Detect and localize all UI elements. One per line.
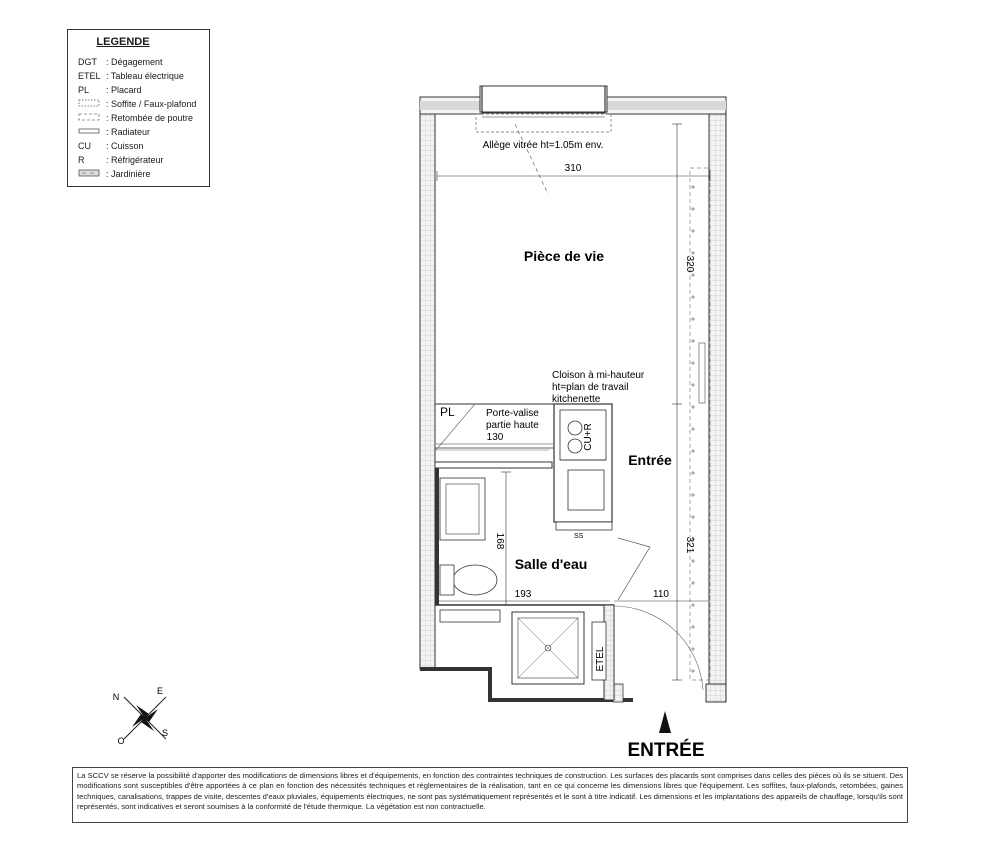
dim-height-entry: 321 xyxy=(684,536,695,554)
compass-n: N xyxy=(112,692,120,702)
window-label: Allège vitrée ht=1.05m env. xyxy=(482,140,604,151)
entry-door-swing xyxy=(613,606,703,690)
dim-height-living: 320 xyxy=(684,255,695,273)
closet-label: PL xyxy=(440,405,455,419)
legend-item-etel: ETEL : Tableau électrique xyxy=(78,71,184,81)
dim-width-entry: 110 xyxy=(653,589,669,600)
dim-width-closet: 130 xyxy=(486,432,504,443)
disclaimer-text: La SCCV se réserve la possibilité d'apporter des modifications de dimensions libres et d'équipements, en fonction des contraintes techniques de construction. Les surfaces des placards sont comprises dans celles des pièces où ils se situent. Des modifications sont susceptibles d'être apportées à ce plan en fonction des nécessités techniques et réglementaires de la réalisation, tant en ce qui concerne les dimensions libres que l'équipement. Les soffites, faux-plafonds, retombées, gaines techniques, canalisations, trappes de visite, descentes d'eaux pluviales, équipements électriques, ne sont pas systématiquement représentés et le sont à titre indicatif. Les dimensions et les implantations des appareils de chauffage, lorsqu'ils sont représentés, sont indicatives et seront soumises à la conformité de l'étude thermique. La végétation est non contractuelle. xyxy=(72,767,908,823)
room-label-bathroom: Salle d'eau xyxy=(514,556,588,572)
legend-item-jardiniere: : Jardinière xyxy=(78,168,151,180)
legend-item-radiateur: : Radiateur xyxy=(78,126,150,138)
room-label-entrance: Entrée xyxy=(628,452,672,468)
entry-arrow-icon xyxy=(659,711,671,733)
dim-height-bathroom: 168 xyxy=(494,532,505,550)
ss-label: SS xyxy=(574,533,584,540)
entry-label: ENTRÉE xyxy=(627,740,705,761)
legend-item-cu: CU : Cuisson xyxy=(78,141,144,151)
right-wall xyxy=(690,114,726,702)
luggage-label-1: Porte-valise xyxy=(486,408,539,419)
partition-label-3: kitchenette xyxy=(552,394,601,405)
etel-label: ETEL xyxy=(595,646,606,672)
room-label-living: Pièce de vie xyxy=(523,248,605,264)
legend-item-r: R : Réfrigérateur xyxy=(78,155,164,165)
legend-item-soffite: : Soffite / Faux-plafond xyxy=(78,98,196,110)
window-swing xyxy=(515,124,548,194)
legend-item-pl: PL : Placard xyxy=(78,85,142,95)
compass-e: E xyxy=(156,686,164,696)
dim-width-living: 310 xyxy=(564,163,582,174)
dim-width-bathroom: 193 xyxy=(514,589,532,600)
partition-label-1: Cloison à mi-hauteur xyxy=(552,370,645,381)
compass-icon xyxy=(113,686,168,746)
compass-o: O xyxy=(117,736,125,746)
compass-s: S xyxy=(161,728,169,738)
luggage-label-2: partie haute xyxy=(486,420,539,431)
partition-label-2: ht=plan de travail xyxy=(552,382,629,393)
legend-item-retombee: : Retombée de poutre xyxy=(78,112,193,124)
legend-title: LEGENDE xyxy=(96,36,150,48)
kitchenette xyxy=(554,404,612,530)
window xyxy=(476,86,611,132)
legend-item-dgt: DGT : Dégagement xyxy=(78,57,163,67)
cooking-fridge-label: CU+R xyxy=(583,423,594,451)
